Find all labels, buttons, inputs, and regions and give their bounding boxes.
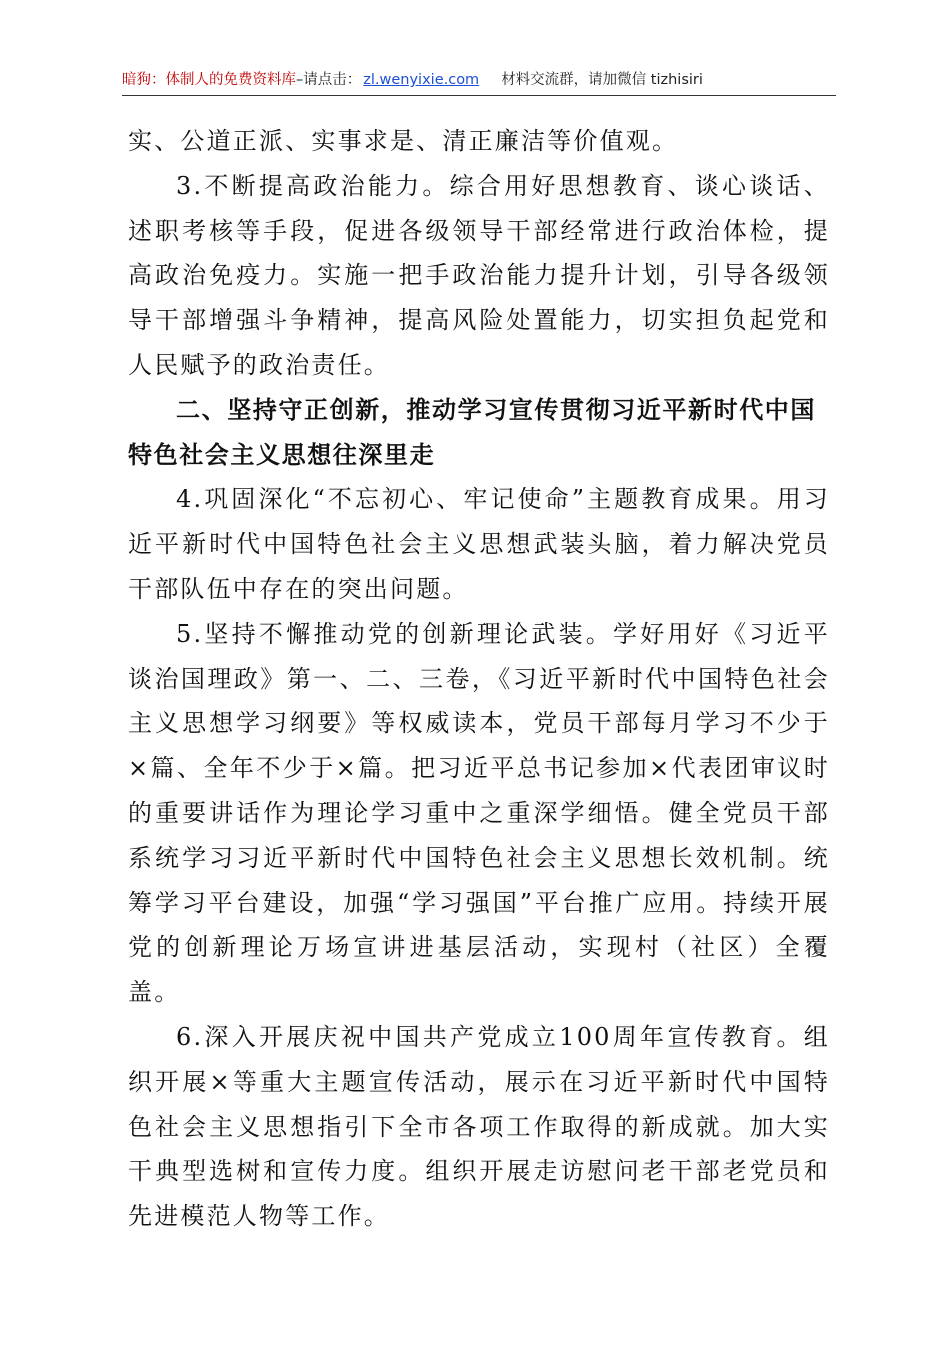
header-contact: 材料交流群，请加微信 tizhisiri [501, 72, 703, 88]
document-body [128, 119, 830, 1239]
header-brand: 暗狗：体制人的免费资料库 [122, 72, 296, 88]
paragraph-continuation: 实、公道正派、实事求是、清正廉洁等价值观。 [128, 127, 679, 155]
paragraph-3: 3.不断提高政治能力。综合用好思想教育、谈心谈话、述职考核等手段，促进各级领导干部经常进行政治体检，提高政治免疫力。实施一把手政治能力提升计划，引导各级领导干部增强斗争精神，提高风险处置能力，切实担负起党和人民赋予的政治责任。 [128, 171, 830, 379]
header-link[interactable]: zl.wenyixie.com [363, 72, 480, 88]
header-prompt: –请点击： [296, 72, 362, 88]
page-header [122, 68, 836, 92]
paragraph-6: 6.深入开展庆祝中国共产党成立100周年宣传教育。组织开展×等重大主题宣传活动，展示在习近平新时代中国特色社会主义思想指引下全市各项工作取得的新成就。加大实干典型选树和宣传力度。组织开展走访慰问老干部老党员和先进模范人物等工作。 [128, 1022, 830, 1231]
header-divider [122, 95, 836, 96]
section-heading-2: 二、坚持守正创新，推动学习宣传贯彻习近平新时代中国特色社会主义思想往深里走 [128, 395, 816, 469]
paragraph-5: 5.坚持不懈推动党的创新理论武装。学好用好《习近平谈治国理政》第一、二、三卷，《习近平新时代中国特色社会主义思想学习纲要》等权威读本，党员干部每月学习不少于×篇、全年不少于×篇。把习近平总书记参加×代表团审议时的重要讲话作为理论学习重中之重深学细悟。健全党员干部系统学习习近平新时代中国特色社会主义思想长效机制。统筹学习平台建设，加强“学习强国”平台推广应用。持续开展党的创新理论万场宣讲进基层活动，实现村（社区）全覆盖。 [128, 619, 830, 1007]
paragraph-4: 4.巩固深化“不忘初心、牢记使命”主题教育成果。用习近平新时代中国特色社会主义思想武装头脑，着力解决党员干部队伍中存在的突出问题。 [128, 485, 830, 603]
